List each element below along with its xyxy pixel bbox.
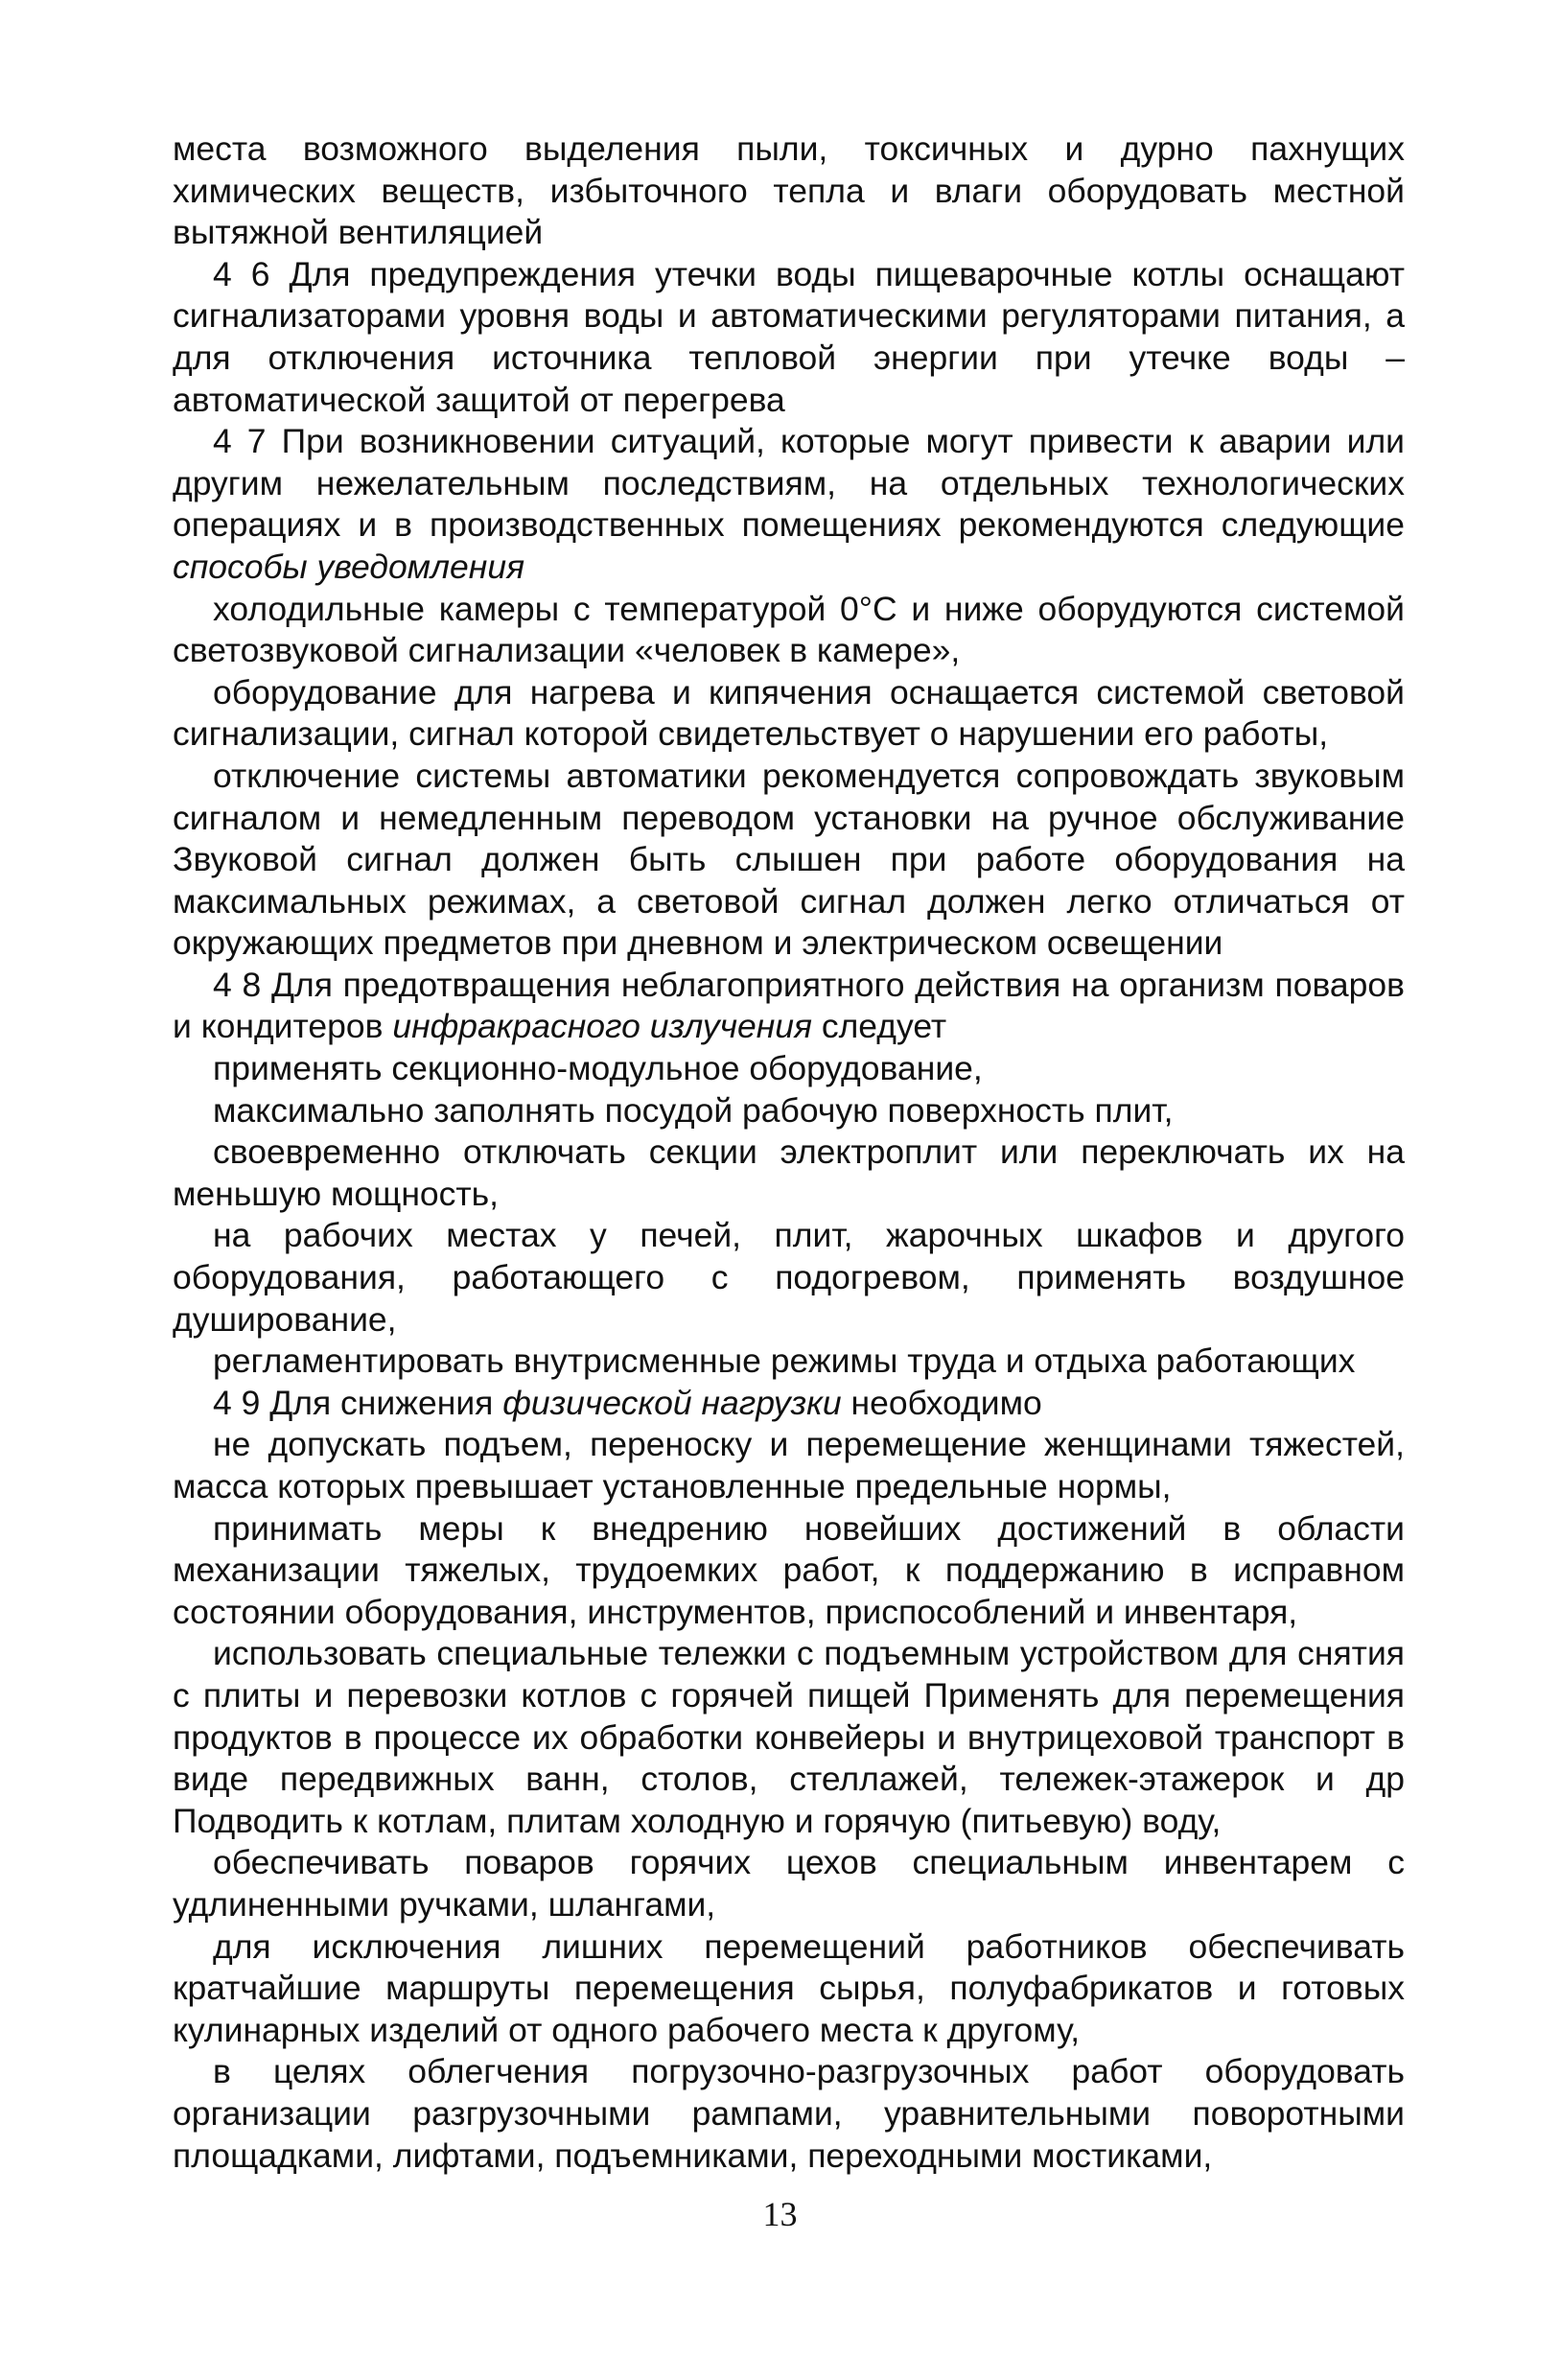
paragraph-local-ventilation: места возможного выделения пыли, токсичных и дурно пахнущих химических веществ, избыточного тепла и влаги оборудовать местной вытяжной вентиляцией bbox=[173, 129, 1405, 252]
paragraph-4-9-tail: необходимо bbox=[841, 1383, 1042, 1422]
paragraph-4-8-tail: следует bbox=[811, 1007, 947, 1046]
list-item-weight-limits: не допускать подъем, переноску и перемещение женщинами тяжестей, масса которых превышает установленные предельные нормы, bbox=[173, 1425, 1405, 1505]
body-text bbox=[173, 128, 1405, 2177]
list-item-long-handles: обеспечивать поваров горячих цехов специальным инвентарем с удлиненными ручками, шлангами, bbox=[173, 1843, 1405, 1924]
list-item-heating-equipment: оборудование для нагрева и кипячения оснащается системой световой сигнализации, сигнал которой свидетельствует о нарушении его работы, bbox=[173, 672, 1405, 754]
list-item-mechanization: принимать меры к внедрению новейших достижений в области механизации тяжелых, трудоемких работ, к поддержанию в исправном состоянии оборудования, инструментов, приспособлений и инвентаря, bbox=[173, 1508, 1405, 1631]
list-item-modular-equipment: применять секционно-модульное оборудование, bbox=[213, 1049, 983, 1088]
list-item-work-rest-regimes: регламентировать внутрисменные режимы труда и отдыха работающих bbox=[213, 1342, 1356, 1381]
paragraph-4-7 bbox=[173, 421, 1405, 588]
paragraph-4-7-text: 4 7 При возникновении ситуаций, которые могут привести к аварии или другим нежелательным последствиям, на отдельных технологических операциях и в производственных помещениях рекомендуются следующие bbox=[173, 422, 1405, 545]
list-item-short-routes: для исключения лишних перемещений работников обеспечивать кратчайшие маршруты перемещения сырья, полуфабрикатов и готовых кулинарных изделий от одного рабочего места к другому, bbox=[173, 1926, 1405, 2049]
page-number: 13 bbox=[762, 2195, 798, 2233]
emphasis-physical-load: физической нагрузки bbox=[502, 1383, 842, 1422]
list-item-automation-shutdown: отключение системы автоматики рекомендуется сопровождать звуковым сигналом и немедленным переводом установки на ручное обслуживание Звуковой сигнал должен быть слышен при работе оборудования на максимальных режимах, а световой сигнал должен легко отличаться от окружающих предметов при дневном и электрическом освещении bbox=[173, 756, 1405, 963]
list-item-fill-surface: максимально заполнять посудой рабочую поверхность плит, bbox=[213, 1090, 1174, 1130]
paragraph-4-8-text: 4 8 Для предотвращения неблагоприятного действия на организм поваров и кондитеров bbox=[173, 965, 1405, 1046]
paragraph-4-6: 4 6 Для предупреждения утечки воды пищеварочные котлы оснащают сигнализаторами уровня воды и автоматическими регуляторами питания, а для отключения источника тепловой энергии при утечке воды – автоматической защитой от перегрева bbox=[173, 254, 1405, 419]
list-item-air-showering: на рабочих местах у печей, плит, жарочных шкафов и другого оборудования, работающего с подогревом, применять воздушное душирование, bbox=[173, 1216, 1405, 1339]
emphasis-infrared-radiation: инфракрасного излучения bbox=[392, 1007, 812, 1046]
paragraph-4-9-text: 4 9 Для снижения bbox=[213, 1383, 503, 1422]
list-item-loading-ramps: в целях облегчения погрузочно-разгрузочных работ оборудовать организации разгрузочными рампами, уравнительными поворотными площадками, лифтами, подъемниками, переходными мостиками, bbox=[173, 2052, 1405, 2175]
list-item-special-trolleys: использовать специальные тележки с подъемным устройством для снятия с плиты и перевозки котлов с горячей пищей Применять для перемещения продуктов в процессе их обработки конвейеры и внутрицеховой транспорт в виде передвижных ванн, столов, стеллажей, тележек-этажерок и др Подводить к котлам, плитам холодную и горячую (питьевую) воду, bbox=[173, 1634, 1405, 1840]
list-item-switch-sections: своевременно отключать секции электроплит или переключать их на меньшую мощность, bbox=[173, 1132, 1405, 1213]
paragraph-4-9 bbox=[173, 1383, 1405, 1425]
list-item-cold-rooms: холодильные камеры с температурой 0°С и ниже оборудуются системой светозвуковой сигнализации «человек в камере», bbox=[173, 589, 1405, 670]
emphasis-notification-methods: способы уведомления bbox=[173, 547, 525, 586]
paragraph-4-8 bbox=[173, 965, 1405, 1048]
